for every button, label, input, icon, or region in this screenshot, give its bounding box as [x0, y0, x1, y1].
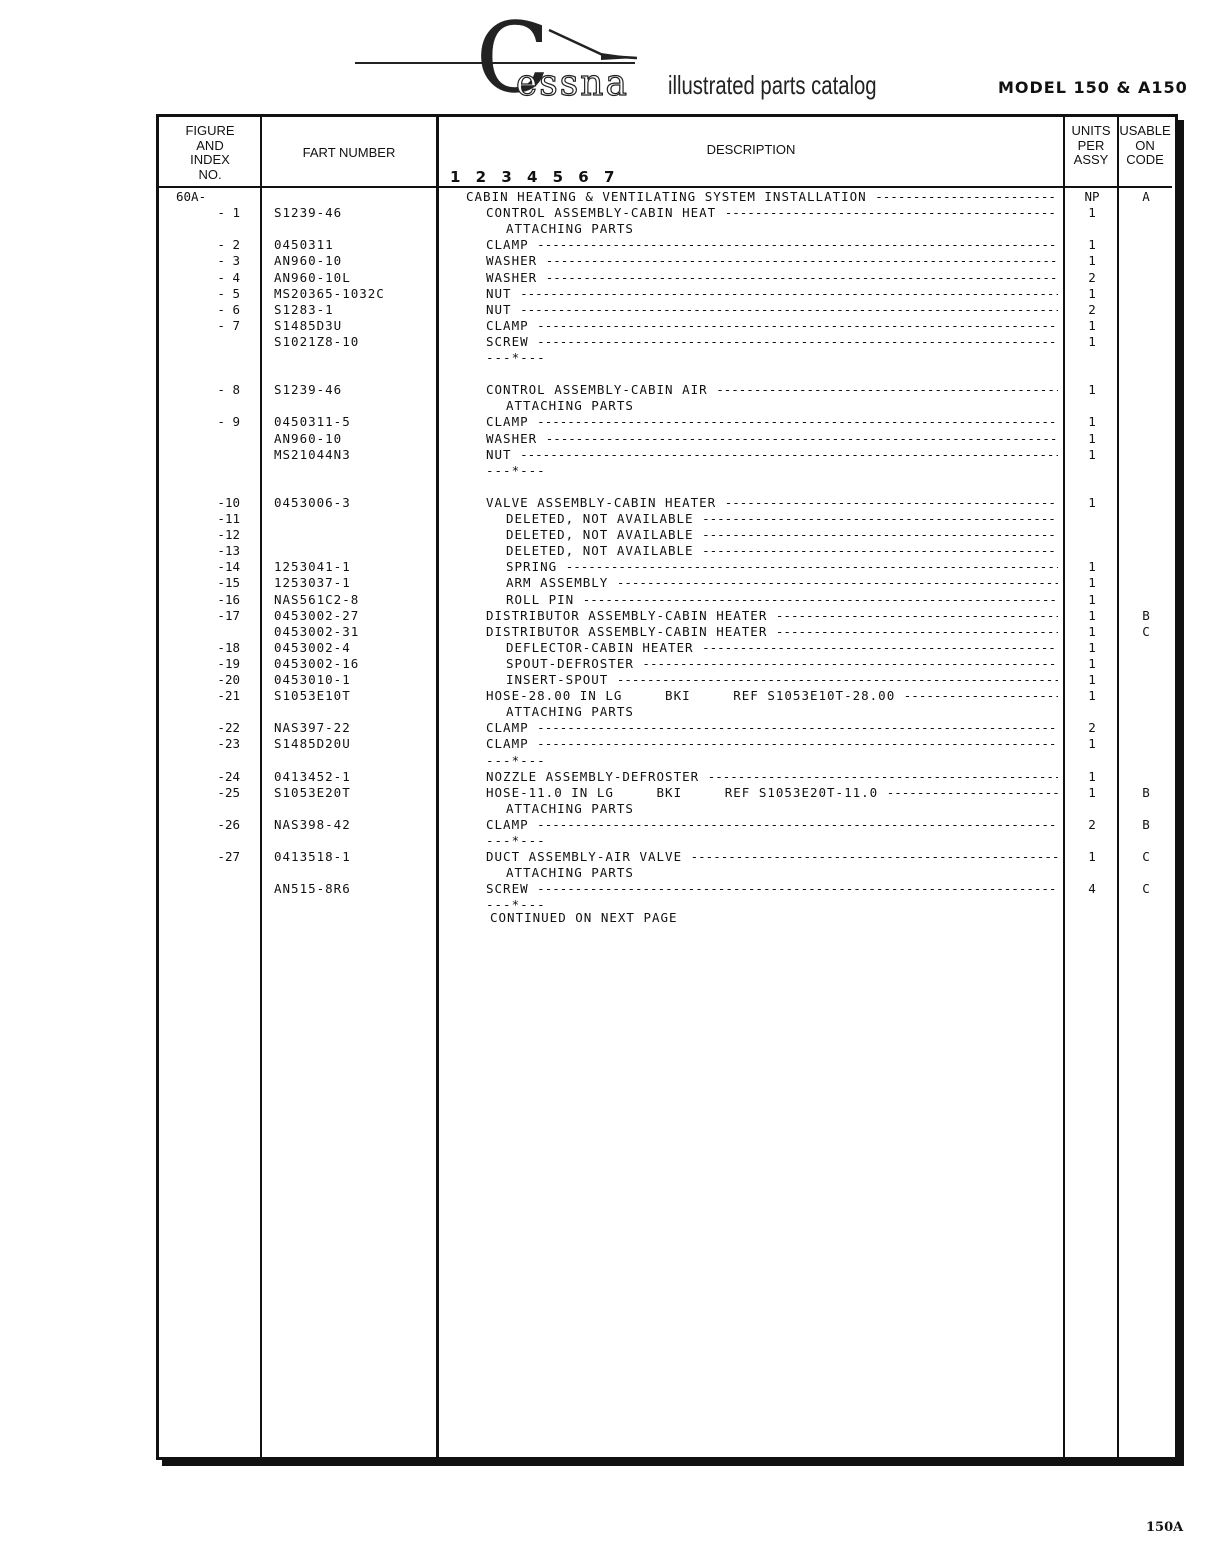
part-number: AN515-8R6	[274, 881, 351, 897]
table-row	[160, 382, 1170, 398]
logo-swoosh-icon	[545, 26, 640, 66]
part-description	[506, 704, 1058, 720]
index-number: - 3	[217, 253, 240, 269]
part-description-text: CLAMP	[486, 736, 529, 752]
part-number: MS21044N3	[274, 446, 351, 462]
part-description	[486, 463, 1058, 479]
table-row	[160, 769, 1170, 785]
units-per-assembly: 4	[1088, 881, 1096, 897]
part-description-text: CONTROL ASSEMBLY-CABIN AIR	[486, 382, 708, 398]
table-row	[160, 253, 1170, 269]
col-head-units-line: PER	[1077, 137, 1105, 153]
part-description	[506, 527, 1058, 543]
part-description	[486, 881, 1058, 897]
units-per-assembly: 1	[1088, 382, 1096, 398]
part-description	[506, 511, 1058, 527]
part-description	[506, 656, 1058, 672]
part-description	[486, 753, 1058, 769]
part-number: S1485D3U	[274, 317, 343, 333]
table-row	[160, 881, 1170, 897]
part-description	[486, 447, 1058, 463]
table-row	[160, 398, 1170, 414]
part-description-text: SPRING	[506, 559, 558, 575]
part-description	[486, 253, 1058, 269]
table-row	[160, 575, 1170, 591]
col-head-figure-line: INDEX	[190, 152, 230, 167]
part-description	[486, 817, 1058, 833]
part-description-text: HOSE-28.00 IN LG BKI REF S1053E10T-28.00	[486, 688, 896, 704]
index-number: -27	[217, 849, 240, 865]
part-description	[466, 366, 1058, 382]
part-description-text: NUT	[486, 301, 512, 317]
col-head-figure-line: AND	[196, 137, 224, 153]
usable-on-code: B	[1142, 816, 1150, 832]
part-description	[486, 431, 1058, 447]
part-description	[506, 640, 1058, 656]
part-number: S1239-46	[274, 382, 343, 398]
table-row	[160, 286, 1170, 302]
table-row	[160, 865, 1170, 881]
continued-note: CONTINUED ON NEXT PAGE	[490, 910, 678, 925]
usable-on-code: C	[1142, 849, 1150, 865]
table-row	[160, 720, 1170, 736]
table-row	[160, 205, 1170, 221]
part-description-text: ARM ASSEMBLY	[506, 575, 609, 591]
table-row	[160, 495, 1170, 511]
units-per-assembly: 1	[1088, 317, 1096, 333]
part-description	[486, 350, 1058, 366]
part-description-text: SCREW	[486, 333, 529, 349]
part-description	[506, 559, 1058, 575]
index-number: -17	[217, 607, 240, 623]
part-description	[506, 592, 1058, 608]
part-description-text: ATTACHING PARTS	[506, 865, 634, 881]
part-description-text: WASHER	[486, 253, 538, 269]
part-description	[486, 286, 1058, 302]
part-description	[486, 608, 1058, 624]
table-row	[160, 431, 1170, 447]
part-description-text: ATTACHING PARTS	[506, 221, 634, 237]
units-per-assembly: 2	[1088, 269, 1096, 285]
units-per-assembly: 1	[1088, 623, 1096, 639]
part-description	[486, 205, 1058, 221]
part-description-text: CONTROL ASSEMBLY-CABIN HEAT	[486, 205, 717, 221]
part-description-text: NOZZLE ASSEMBLY-DEFROSTER	[486, 768, 700, 784]
part-description-text: DELETED, NOT AVAILABLE	[506, 511, 694, 526]
table-row	[160, 833, 1170, 849]
index-number: -15	[217, 575, 240, 591]
index-number: - 8	[217, 382, 240, 398]
table-row	[160, 672, 1170, 688]
table-row	[160, 414, 1170, 430]
index-number: -26	[217, 816, 240, 832]
part-number: S1485D20U	[274, 736, 351, 752]
part-description	[486, 318, 1058, 334]
units-per-assembly: 1	[1088, 688, 1096, 704]
table-row	[160, 350, 1170, 366]
part-description-text: CLAMP	[486, 317, 529, 333]
units-per-assembly: 2	[1088, 720, 1096, 736]
part-number: 0413452-1	[274, 768, 351, 784]
index-number: -10	[217, 494, 240, 510]
index-number: -13	[217, 543, 240, 559]
table-row	[160, 302, 1170, 318]
part-number: AN960-10L	[274, 269, 351, 285]
index-number: -25	[217, 784, 240, 800]
units-per-assembly: 1	[1088, 414, 1096, 430]
part-description-text: CLAMP	[486, 816, 529, 832]
col-head-units-line: ASSY	[1073, 152, 1109, 167]
part-number: 0450311-5	[274, 414, 351, 430]
index-number: -23	[217, 736, 240, 752]
model-title: MODEL 150 & A150	[998, 78, 1188, 97]
part-description	[486, 414, 1058, 430]
part-number: NAS398-42	[274, 816, 351, 832]
units-per-assembly: 2	[1088, 301, 1096, 317]
usable-on-code: B	[1142, 607, 1150, 623]
part-description-text: HOSE-11.0 IN LG BKI REF S1053E20T-11.0	[486, 784, 879, 800]
table-row	[160, 801, 1170, 817]
part-number: S1053E10T	[274, 688, 351, 704]
table-row	[160, 318, 1170, 334]
col-head-usable	[1119, 124, 1171, 168]
part-description	[506, 543, 1058, 559]
units-per-assembly: 2	[1088, 816, 1096, 832]
index-number: -19	[217, 655, 240, 671]
col-head-units-line: UNITS	[1071, 123, 1111, 138]
col-head-units	[1065, 124, 1117, 168]
part-number: 0453002-4	[274, 639, 351, 655]
units-per-assembly: 1	[1088, 333, 1096, 349]
index-number: - 7	[217, 317, 240, 333]
brand-logo-initial: C	[476, 2, 550, 114]
units-per-assembly: 1	[1088, 736, 1096, 752]
part-description	[486, 785, 1058, 801]
part-description	[486, 720, 1058, 736]
part-description	[506, 575, 1058, 591]
col-head-usable-line: CODE	[1126, 152, 1164, 167]
part-description-text: WASHER	[486, 430, 538, 446]
part-description	[486, 382, 1058, 398]
units-per-assembly: 1	[1088, 784, 1096, 800]
index-number: - 9	[217, 414, 240, 430]
part-description-text: NUT	[486, 285, 512, 301]
index-number: - 4	[217, 269, 240, 285]
index-number: -16	[217, 591, 240, 607]
part-description	[486, 624, 1058, 640]
index-number: -11	[217, 511, 240, 526]
table-row	[160, 559, 1170, 575]
table-row	[160, 640, 1170, 656]
part-number: AN960-10	[274, 253, 343, 269]
units-per-assembly: 1	[1088, 591, 1096, 607]
table-row	[160, 447, 1170, 463]
index-number: -24	[217, 768, 240, 784]
index-number: -22	[217, 720, 240, 736]
usable-on-code: C	[1142, 881, 1150, 897]
figure-number: 60A-	[176, 189, 207, 204]
units-per-assembly: 1	[1088, 607, 1096, 623]
part-description-text: ATTACHING PARTS	[506, 398, 634, 414]
part-number: S1239-46	[274, 205, 343, 221]
part-description-text: ROLL PIN	[506, 591, 575, 607]
part-description-text: DISTRIBUTOR ASSEMBLY-CABIN HEATER	[486, 607, 768, 623]
index-number: - 1	[217, 205, 240, 221]
table-row	[160, 849, 1170, 865]
units-per-assembly: 1	[1088, 430, 1096, 446]
part-description-text: SCREW	[486, 881, 529, 897]
units-per-assembly: 1	[1088, 494, 1096, 510]
part-number: S1283-1	[274, 301, 334, 317]
table-row	[160, 608, 1170, 624]
part-description-text: CLAMP	[486, 237, 529, 253]
table-row	[160, 688, 1170, 704]
table-row	[160, 785, 1170, 801]
table-row	[160, 527, 1170, 543]
part-description	[486, 270, 1058, 286]
part-description-text: ---*---	[486, 350, 546, 365]
index-number: -21	[217, 688, 240, 704]
col-head-figure-line: FIGURE	[185, 123, 235, 138]
index-number: - 5	[217, 285, 240, 301]
part-number: 0453010-1	[274, 672, 351, 687]
table-row	[160, 221, 1170, 237]
table-row	[160, 270, 1170, 286]
part-description-text: ---*---	[486, 897, 546, 913]
index-number: - 6	[217, 301, 240, 317]
part-description-text: ATTACHING PARTS	[506, 800, 634, 816]
table-row	[160, 592, 1170, 608]
part-number: 0413518-1	[274, 849, 351, 865]
table-row	[160, 479, 1170, 495]
units-per-assembly: NP	[1084, 189, 1100, 204]
part-description	[486, 849, 1058, 865]
part-description-text: DUCT ASSEMBLY-AIR VALVE	[486, 849, 683, 865]
table-row	[160, 334, 1170, 350]
part-description	[486, 334, 1058, 350]
part-description	[506, 801, 1058, 817]
units-per-assembly: 1	[1088, 849, 1096, 865]
part-description-text: VALVE ASSEMBLY-CABIN HEATER	[486, 494, 717, 510]
part-number: NAS397-22	[274, 720, 351, 736]
part-description-text: DELETED, NOT AVAILABLE	[506, 543, 694, 559]
part-description-text: NUT	[486, 446, 512, 462]
continued-note-row	[160, 910, 1170, 926]
part-description	[466, 479, 1058, 495]
units-per-assembly: 1	[1088, 655, 1096, 671]
units-per-assembly: 1	[1088, 285, 1096, 301]
table-row	[160, 511, 1170, 527]
index-number: -20	[217, 672, 240, 687]
part-number: S1021Z8-10	[274, 333, 360, 349]
col-head-description: DESCRIPTION	[706, 142, 796, 157]
header-divider	[159, 186, 1172, 188]
part-description-text: SPOUT-DEFROSTER	[506, 655, 634, 671]
part-description	[506, 221, 1058, 237]
page-number: 150A	[1146, 1520, 1184, 1535]
col-head-figure	[162, 124, 258, 182]
usable-on-code: A	[1142, 189, 1150, 204]
index-number: - 2	[217, 237, 240, 253]
part-description	[486, 495, 1058, 511]
part-number: 0453006-3	[274, 494, 351, 510]
table-row	[160, 189, 1170, 205]
part-description-text: ---*---	[486, 752, 546, 768]
catalog-title: illustrated parts catalog	[668, 70, 877, 100]
table-row	[160, 704, 1170, 720]
part-description-text: WASHER	[486, 269, 538, 285]
part-description	[486, 833, 1058, 849]
part-number: 0453002-31	[274, 623, 360, 639]
part-number: 1253037-1	[274, 575, 351, 591]
part-description	[486, 688, 1058, 704]
units-per-assembly: 1	[1088, 672, 1096, 687]
part-description-text: ATTACHING PARTS	[506, 704, 634, 720]
col-head-figure-line: NO.	[198, 166, 222, 182]
usable-on-code: B	[1142, 784, 1150, 800]
units-per-assembly: 1	[1088, 205, 1096, 221]
units-per-assembly: 1	[1088, 237, 1096, 253]
table-row	[160, 543, 1170, 559]
table-row	[160, 237, 1170, 253]
col-head-partnumber: FART NUMBER	[302, 145, 396, 160]
units-per-assembly: 1	[1088, 768, 1096, 784]
part-description-text: CLAMP	[486, 720, 529, 736]
part-number: 0450311	[274, 237, 334, 253]
part-description-text: ---*---	[486, 462, 546, 478]
part-description	[506, 398, 1058, 414]
index-number: -12	[217, 527, 240, 543]
units-per-assembly: 1	[1088, 253, 1096, 269]
table-row	[160, 463, 1170, 479]
index-number: -14	[217, 559, 240, 575]
part-number: S1053E20T	[274, 784, 351, 800]
col-head-usable-line: USABLE	[1119, 123, 1171, 138]
part-number: 1253041-1	[274, 559, 351, 575]
units-per-assembly: 1	[1088, 639, 1096, 655]
part-description	[506, 672, 1058, 688]
part-number: 0453002-16	[274, 655, 360, 671]
part-number: MS20365-1032C	[274, 285, 385, 301]
brand-logo-name: essna	[516, 63, 629, 104]
table-row	[160, 366, 1170, 382]
part-number: NAS561C2-8	[274, 591, 360, 607]
part-number: AN960-10	[274, 430, 343, 446]
table-row	[160, 753, 1170, 769]
indent-level-digits: 1 2 3 4 5 6 7	[450, 168, 620, 186]
part-description	[486, 302, 1058, 318]
units-per-assembly: 1	[1088, 575, 1096, 591]
part-description-text: INSERT-SPOUT	[506, 672, 609, 687]
part-number: 0453002-27	[274, 607, 360, 623]
units-per-assembly: 1	[1088, 559, 1096, 575]
part-description	[486, 769, 1058, 785]
table-row	[160, 817, 1170, 833]
part-description-text: CLAMP	[486, 414, 529, 430]
units-per-assembly: 1	[1088, 446, 1096, 462]
part-description	[506, 865, 1058, 881]
index-number: -18	[217, 639, 240, 655]
part-description	[486, 237, 1058, 253]
part-description-text: DEFLECTOR-CABIN HEATER	[506, 639, 694, 655]
table-row	[160, 736, 1170, 752]
usable-on-code: C	[1142, 623, 1150, 639]
part-description	[466, 189, 1058, 205]
part-description	[486, 736, 1058, 752]
part-description-text: CABIN HEATING & VENTILATING SYSTEM INSTALLATION	[466, 189, 867, 204]
part-description-text: DELETED, NOT AVAILABLE	[506, 527, 694, 543]
col-head-usable-line: ON	[1135, 137, 1155, 153]
part-description-text: DISTRIBUTOR ASSEMBLY-CABIN HEATER	[486, 623, 768, 639]
table-row	[160, 656, 1170, 672]
part-description-text: ---*---	[486, 833, 546, 848]
table-row	[160, 624, 1170, 640]
